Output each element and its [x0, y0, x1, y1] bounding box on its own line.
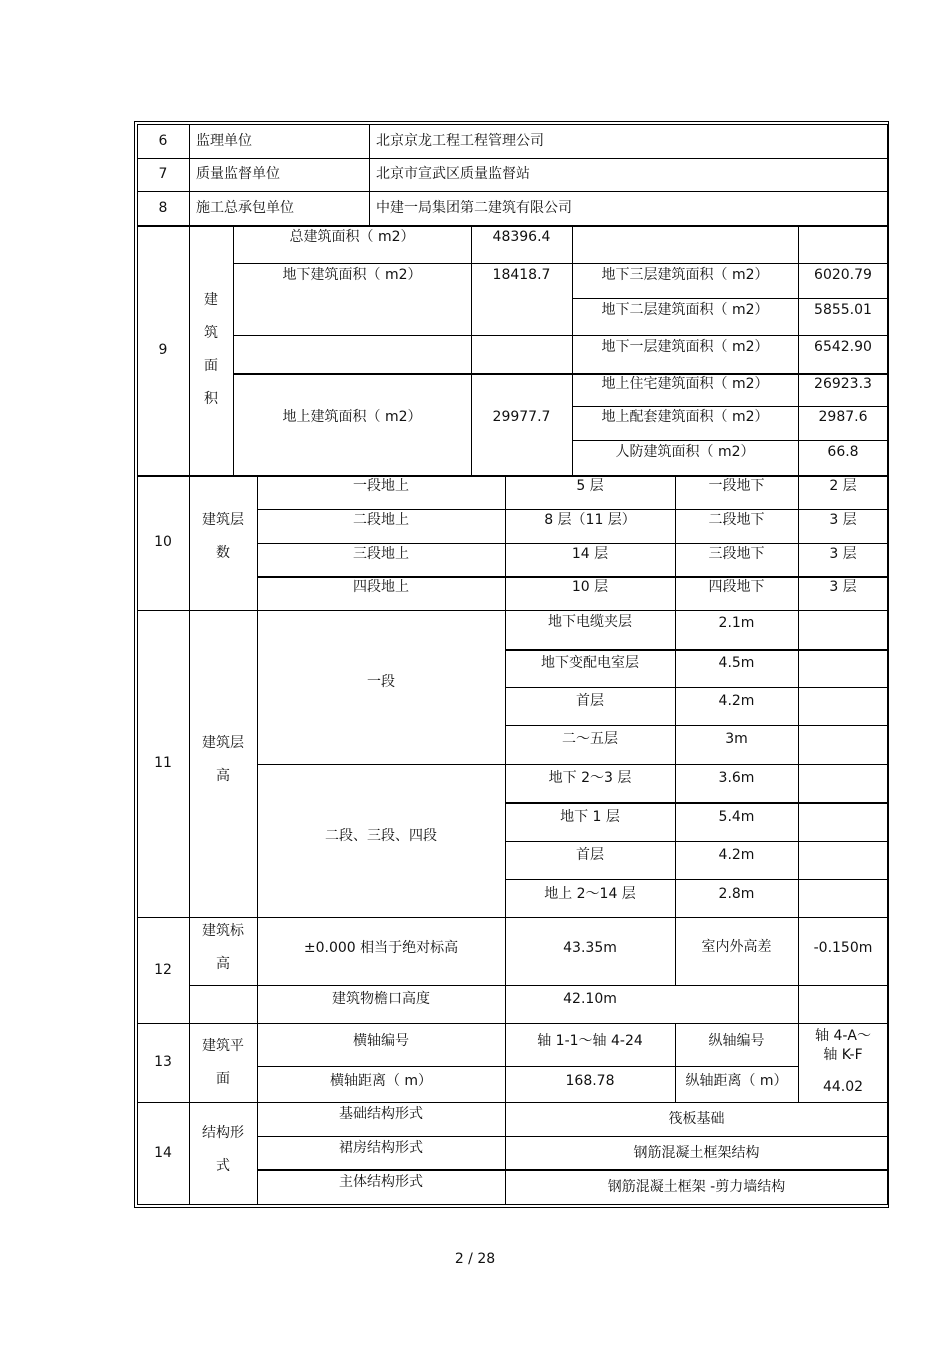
row-8-number: 8	[158, 199, 168, 216]
seg1-level-1-name: 地下电缆夹层	[548, 613, 632, 630]
b2-area-label: 地下二层建筑面积（ m2）	[601, 302, 769, 318]
row-11-number: 11	[154, 755, 172, 771]
floor-count-label: 建筑层 数	[202, 512, 244, 561]
supervision-unit-label: 监理单位	[196, 132, 252, 149]
zero-elevation-label: ±0.000 相当于绝对标高	[303, 939, 459, 956]
seg1-level-4-name: 二～五层	[562, 730, 618, 747]
podium-structure-value: 钢筋混凝土框架结构	[633, 1145, 760, 1161]
seg2-level-2-name: 地下 1 层	[560, 808, 620, 825]
b1-area-value: 6542.90	[814, 339, 872, 355]
floors-seg3-down-label: 三段地下	[708, 545, 765, 562]
floors-seg1-down-value: 2 层	[829, 477, 857, 494]
podium-structure-label: 裙房结构形式	[339, 1139, 423, 1156]
indoor-outdoor-diff-value: -0.150m	[813, 939, 873, 956]
floors-seg2-down-value: 3 层	[829, 511, 857, 528]
segment-1-label: 一段	[367, 673, 395, 690]
building-elevation-label: 建筑标 高	[202, 923, 244, 972]
seg1-level-1-height: 2.1m	[718, 614, 755, 631]
underground-area-label: 地下建筑面积（ m2）	[282, 267, 422, 283]
row-7-number: 7	[158, 166, 168, 182]
horizontal-axis-distance-label: 横轴距离（ m）	[329, 1072, 433, 1089]
seg1-level-3-height: 4.2m	[718, 692, 755, 709]
vertical-axis-distance-value: 44.02	[822, 1078, 864, 1095]
horizontal-axis-value: 轴 1-1～轴 4-24	[537, 1032, 643, 1049]
floors-seg3-up-label: 三段地上	[353, 545, 409, 562]
row-13-number: 13	[154, 1054, 172, 1070]
supervision-unit-value: 北京京龙工程工程管理公司	[376, 132, 544, 149]
building-area-label: 建 筑 面 积	[204, 292, 218, 407]
seg2-level-1-height: 3.6m	[718, 769, 755, 786]
b3-area-value: 6020.79	[814, 267, 872, 283]
floors-seg3-up-value: 14 层	[571, 545, 609, 562]
row-12-number: 12	[154, 961, 172, 978]
segments-2-4-label: 二段、三段、四段	[325, 828, 437, 844]
total-area-label: 总建筑面积（ m2）	[289, 229, 415, 245]
row-6-number: 6	[158, 132, 168, 149]
eave-height-value: 42.10m	[563, 990, 617, 1007]
civil-defense-area-value: 66.8	[827, 443, 859, 460]
vertical-axis-value: 轴 4-A～ 轴 K-F	[815, 1028, 871, 1063]
foundation-structure-value: 筏板基础	[668, 1110, 725, 1127]
seg2-level-3-height: 4.2m	[718, 846, 755, 863]
seg2-level-4-name: 地上 2～14 层	[544, 885, 636, 902]
civil-defense-area-label: 人防建筑面积（ m2）	[615, 443, 755, 460]
seg2-level-3-name: 首层	[576, 846, 604, 863]
seg2-level-4-height: 2.8m	[718, 885, 755, 902]
aboveground-area-value: 29977.7	[492, 408, 551, 425]
floors-seg4-up-value: 10 层	[571, 578, 609, 595]
horizontal-axis-label: 横轴编号	[353, 1032, 409, 1049]
seg2-level-1-name: 地下 2～3 层	[548, 769, 632, 786]
seg1-level-2-name: 地下变配电室层	[541, 654, 639, 671]
b1-area-label: 地下一层建筑面积（ m2）	[601, 339, 769, 355]
row-10-number: 10	[154, 534, 172, 550]
residential-area-label: 地上住宅建筑面积（ m2）	[601, 375, 769, 392]
supporting-area-value: 2987.6	[818, 408, 868, 425]
foundation-structure-label: 基础结构形式	[339, 1105, 423, 1122]
floors-seg2-up-value: 8 层（11 层）	[544, 511, 636, 528]
floors-seg1-down-label: 一段地下	[708, 477, 765, 494]
seg1-level-3-name: 首层	[576, 692, 604, 709]
vertical-axis-label: 纵轴编号	[708, 1032, 765, 1049]
quality-supervision-label: 质量监督单位	[196, 166, 280, 182]
quality-supervision-value: 北京市宣武区质量监督站	[376, 166, 530, 182]
row-9-number: 9	[158, 341, 168, 358]
aboveground-area-label: 地上建筑面积（ m2）	[282, 408, 422, 425]
eave-height-label: 建筑物檐口高度	[332, 990, 430, 1007]
supporting-area-label: 地上配套建筑面积（ m2）	[601, 408, 769, 425]
floors-seg1-up-value: 5 层	[576, 477, 604, 494]
horizontal-axis-distance-value: 168.78	[565, 1072, 615, 1089]
building-plan-label: 建筑平 面	[202, 1037, 244, 1087]
floors-seg4-up-label: 四段地上	[353, 578, 409, 595]
page-number: 2 / 28	[454, 1251, 496, 1267]
indoor-outdoor-diff-label: 室内外高差	[701, 938, 772, 955]
structure-type-label: 结构形 式	[202, 1125, 244, 1174]
floor-height-label: 建筑层 高	[202, 735, 244, 784]
seg2-level-2-height: 5.4m	[718, 808, 755, 825]
main-structure-label: 主体结构形式	[339, 1173, 423, 1190]
floors-seg4-down-label: 四段地下	[708, 578, 765, 595]
main-structure-value: 钢筋混凝土框架 -剪力墙结构	[607, 1178, 786, 1195]
general-contractor-value: 中建一局集团第二建筑有限公司	[376, 199, 572, 216]
general-contractor-label: 施工总承包单位	[196, 199, 294, 216]
seg1-level-2-height: 4.5m	[718, 654, 755, 671]
b2-area-value: 5855.01	[814, 302, 872, 318]
vertical-axis-distance-label: 纵轴距离（ m）	[685, 1072, 788, 1089]
b3-area-label: 地下三层建筑面积（ m2）	[601, 267, 769, 283]
floors-seg1-up-label: 一段地上	[353, 477, 409, 494]
row-14-number: 14	[154, 1145, 172, 1161]
floors-seg4-down-value: 3 层	[829, 578, 857, 595]
residential-area-value: 26923.3	[814, 375, 872, 392]
underground-area-value: 18418.7	[492, 267, 551, 283]
zero-elevation-value: 43.35m	[563, 939, 617, 956]
floors-seg2-up-label: 二段地上	[353, 511, 409, 528]
floors-seg2-down-label: 二段地下	[708, 511, 765, 528]
floors-seg3-down-value: 3 层	[829, 545, 857, 562]
seg1-level-4-height: 3m	[725, 730, 748, 747]
total-area-value: 48396.4	[492, 229, 551, 245]
